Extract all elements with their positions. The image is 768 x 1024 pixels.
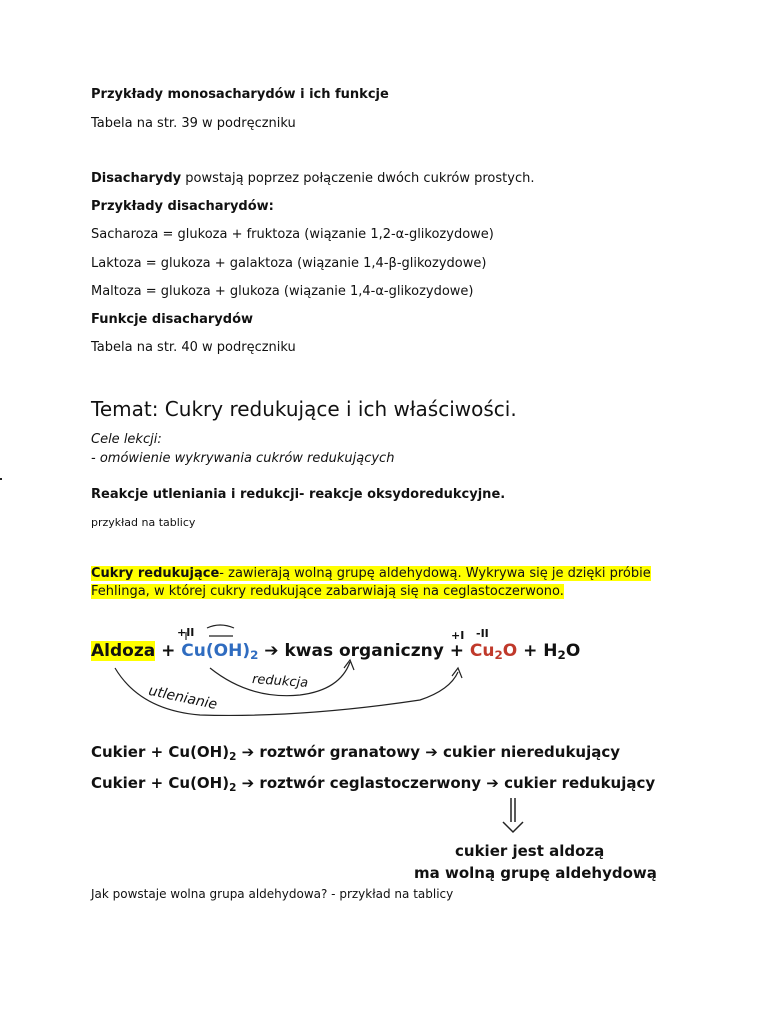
example-laktoza: Laktoza = glukoza + galaktoza (wiązanie 1,4-β-glikozydowe) — [91, 256, 487, 271]
monosaccharide-table-note: Tabela na str. 39 w podręczniku — [91, 116, 296, 131]
disaccharide-examples-heading: Przykłady disacharydów: — [91, 199, 274, 214]
conclusion-line-1: cukier jest aldozą — [455, 842, 605, 860]
lesson-goals-label: Cele lekcji: — [91, 432, 162, 447]
reaction-arrow: ➔ — [264, 641, 279, 661]
disaccharide-definition-text: powstają poprzez połączenie dwóch cukrów prostych. — [181, 171, 535, 186]
plus-sign-3: + — [523, 641, 538, 661]
plus-sign-1: + — [161, 641, 176, 661]
reducing-sugars-line-1 — [91, 565, 651, 583]
conclusion-line-2: ma wolną grupę aldehydową — [414, 864, 657, 882]
example-sacharoza: Sacharoza = glukoza + fruktoza (wiązanie 1,2-α-glikozydowe) — [91, 227, 494, 242]
fehling-equation — [91, 640, 580, 662]
oxidation-state-oxygen: -II — [476, 627, 489, 640]
aldehyde-question: Jak powstaje wolna grupa aldehydowa? - przykład na tablicy — [91, 887, 454, 901]
aldoza-label: Aldoza — [91, 641, 156, 661]
reducing-sugars-term: Cukry redukujące — [91, 566, 220, 581]
plus-sign-2: + — [449, 641, 464, 661]
redox-note: przykład na tablicy — [91, 516, 196, 529]
organic-acid-label: kwas organiczny — [284, 641, 444, 661]
lesson-goal-item: - omówienie wykrywania cukrów redukujących — [91, 451, 395, 466]
disaccharide-term: Disacharydy — [91, 171, 182, 186]
oxidation-state-cu-left: +II — [177, 626, 195, 639]
disaccharide-definition — [91, 170, 534, 188]
oxidation-label: utlenianie — [147, 682, 219, 714]
water: $H_2O$ — [543, 641, 581, 662]
monosaccharide-examples-heading: Przykłady monosacharydów i ich funkcje — [91, 87, 389, 102]
copper-hydroxide: $Cu(OH)_2$ — [181, 641, 259, 662]
reduction-label: redukcja — [251, 672, 309, 691]
reducing-sugars-text-1: - zawierają wolną grupę aldehydową. Wykrywa się je dzięki próbie — [219, 566, 651, 581]
redox-heading: Reakcje utleniania i redukcji- reakcje oksydoredukcyjne. — [91, 487, 506, 502]
lesson-topic: Temat: Cukry redukujące i ich właściwości. — [91, 397, 517, 421]
oxidation-state-cu-right: +I — [451, 629, 465, 642]
example-maltoza: Maltoza = glukoza + glukoza (wiązanie 1,4-α-glikozydowe) — [91, 284, 474, 299]
reducing-sugars-text-2: Fehlinga, w której cukry redukujące zabarwiają się na ceglastoczerwono. — [91, 584, 564, 599]
copper-oxide: $Cu_2O$ — [469, 641, 518, 662]
reducing-sugars-line-2 — [91, 583, 564, 601]
stray-dot — [0, 478, 2, 480]
disaccharide-table-note: Tabela na str. 40 w podręczniku — [91, 340, 296, 355]
test-row-nonreducing: Cukier + $Cu(OH)_2$ ➔ roztwór granatowy ➔ cukier nieredukujący — [91, 743, 621, 763]
disaccharide-functions-heading: Funkcje disacharydów — [91, 312, 254, 327]
test-row-reducing: Cukier + $Cu(OH)_2$ ➔ roztwór ceglastoczerwony ➔ cukier redukujący — [91, 774, 656, 794]
